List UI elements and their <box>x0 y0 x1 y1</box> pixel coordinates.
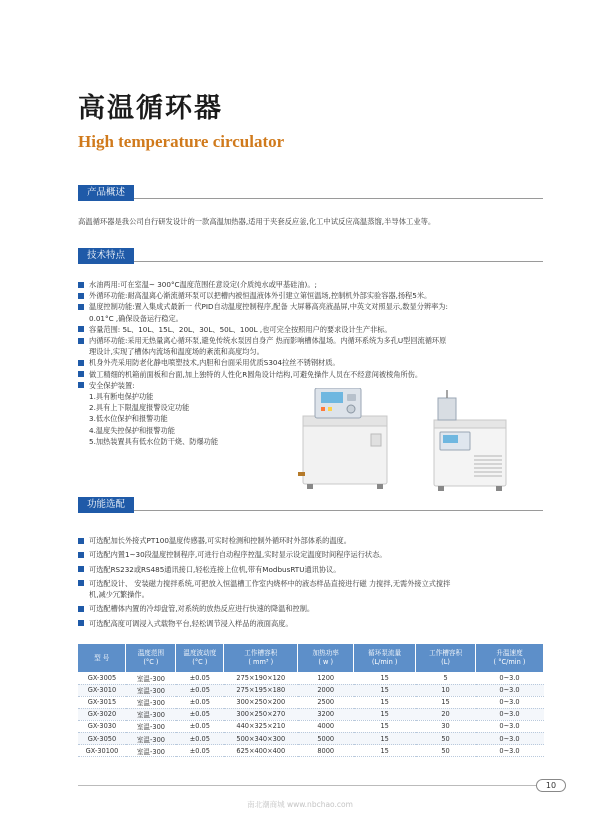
section-features-label: 技术特点 <box>78 248 134 264</box>
table-cell: 625×400×400 <box>224 745 298 757</box>
section-functions-label: 功能选配 <box>78 497 134 513</box>
table-cell: 0~3.0 <box>476 696 544 708</box>
table-cell: 50 <box>416 745 476 757</box>
function-text: 可选配设计、 安装磁力搅拌系统,可把放入恒温槽工作室内烧杯中的液态样品直接进行磁 力搅拌,无需外接立式搅拌 <box>89 578 451 588</box>
table-cell: 室温-300 <box>126 672 176 684</box>
table-cell: 室温-300 <box>126 696 176 708</box>
function-text: 可选配内置1~30段温度控制程序,可进行自动程序控温,实时显示设定温度时间程序运行状态。 <box>89 550 387 560</box>
feature-text: 容量范围: 5L、10L、15L、20L、30L、50L、100L ,也可完全按照用户的要求设计生产非标。 <box>89 324 392 334</box>
table-cell: 275×190×120 <box>224 672 298 684</box>
table-row <box>78 708 544 720</box>
table-row <box>78 684 544 696</box>
table-cell: 0~3.0 <box>476 684 544 696</box>
table-header-cell <box>126 644 176 672</box>
bullet-square-icon <box>78 293 84 299</box>
table-cell: ±0.05 <box>176 708 224 720</box>
function-list <box>78 535 568 629</box>
header-label: 温度波动度 <box>183 649 217 657</box>
section-features <box>78 248 543 264</box>
intro-text: 高温循环器是我公司自行研发设计的一款高温加热器,适用于夹套反应釜,化工中试反应高温蒸馏,半导体工业等。 <box>78 217 436 226</box>
table-row <box>78 732 544 744</box>
table-cell: 0~3.0 <box>476 708 544 720</box>
table-cell: 室温-300 <box>126 745 176 757</box>
feature-text: 内循环功能:采用无热量离心循环泵,避免传统水泵因自身产 热而影响槽体温场。内循环系统为多孔U型回流循环原 <box>89 336 447 346</box>
feature-item <box>78 279 568 290</box>
bullet-square-icon <box>78 382 84 388</box>
header-label: 温度范围 <box>137 649 165 657</box>
table-header-cell <box>416 644 476 672</box>
section-divider <box>134 261 543 262</box>
header-unit: (L) <box>441 658 450 666</box>
section-overview <box>78 185 543 201</box>
feature-item <box>78 369 568 380</box>
table-cell: ±0.05 <box>176 745 224 757</box>
spec-table <box>78 644 544 757</box>
feature-text: 安全保护装置: <box>89 380 135 390</box>
table-cell: 15 <box>354 696 416 708</box>
feature-text: 水油两用:可在室温~ 300°C温度范围任意设定(介质纯水或甲基硅油)。; <box>89 280 317 289</box>
feature-text: 做工精细的机箱前面板和台面,加上独特的人性化R圆角设计结构,可避免操作人员在不经意间被棱角所伤。 <box>89 369 423 379</box>
section-functions <box>78 497 543 513</box>
function-text: 可选配高度可调浸入式载物平台,轻松调节浸入样品的液面高度。 <box>89 618 293 628</box>
bullet-square-icon <box>78 371 84 377</box>
table-cell: 15 <box>354 684 416 696</box>
table-cell: 10 <box>416 684 476 696</box>
feature-item <box>78 324 568 335</box>
header-label: 循环泵流量 <box>368 649 402 657</box>
header-label: 型 号 <box>94 653 110 662</box>
protection-item: 3.低水位保护和报警功能 <box>89 414 168 424</box>
header-unit: (°C ) <box>192 658 208 666</box>
bullet-square-icon <box>78 282 84 288</box>
protection-item: 2.具有上下限温度报警设定功能 <box>89 403 190 413</box>
header-label: 工作槽容积 <box>244 649 278 657</box>
table-cell: 室温-300 <box>126 684 176 696</box>
table-cell: GX-3010 <box>78 684 126 696</box>
table-cell: 30 <box>416 720 476 732</box>
feature-item <box>78 357 568 368</box>
section-divider <box>134 510 543 511</box>
table-cell: GX-3020 <box>78 708 126 720</box>
function-item <box>78 603 568 614</box>
table-cell: 2000 <box>298 684 354 696</box>
header-unit: ( w ) <box>318 658 334 666</box>
feature-text-continued: 理设计,实现了槽体内流场和温度场的紊流和高度均匀。 <box>89 347 264 357</box>
page-title: 高温循环器 <box>78 93 223 124</box>
table-header-cell <box>476 644 544 672</box>
feature-text: 外循环功能:耐高温离心渐流循环泵可以把槽内被恒温液体外引建立第恒温场,控制机外部实验容器,扬程5米。 <box>89 291 432 301</box>
function-item <box>78 618 568 629</box>
table-cell: GX-3050 <box>78 732 126 744</box>
table-cell: ±0.05 <box>176 720 224 732</box>
feature-item <box>78 335 568 357</box>
table-row <box>78 720 544 732</box>
table-cell: 15 <box>416 696 476 708</box>
header-unit: ( mm³ ) <box>248 658 274 666</box>
header-unit: ( °C/min ) <box>493 658 526 666</box>
header-label: 加热功率 <box>312 649 339 657</box>
table-header-cell <box>224 644 298 672</box>
table-cell: 2500 <box>298 696 354 708</box>
table-cell: 300×250×200 <box>224 696 298 708</box>
table-cell: ±0.05 <box>176 684 224 696</box>
function-text: 可选配RS232或RS485通讯接口,轻松连接上位机,带有ModbusRTU通讯协议。 <box>89 564 341 574</box>
function-text: 可选配槽体内置的冷却盘管,对系统的放热反应进行快速的降温和控制。 <box>89 604 315 614</box>
feature-text: 机身外壳采用防老化静电喷塑技术,内胆和台面采用优质S304拉丝不锈钢材质。 <box>89 358 340 368</box>
header-label: 工作槽容积 <box>429 649 463 657</box>
page-rule <box>78 785 536 786</box>
feature-text: 温度控制功能:置入集成式最新一 代PID自动温度控制程序,配备 大屏幕高亮液晶屏,中英文对照显示,数显分辨率为: <box>89 302 448 312</box>
table-cell: 300×250×270 <box>224 708 298 720</box>
function-item <box>78 549 568 560</box>
table-cell: 1200 <box>298 672 354 684</box>
table-cell: GX-30100 <box>78 745 126 757</box>
bullet-square-icon <box>78 304 84 310</box>
circulator-machine-image <box>295 388 395 493</box>
bullet-square-icon <box>78 360 84 366</box>
table-cell: GX-3005 <box>78 672 126 684</box>
table-cell: 500×340×300 <box>224 732 298 744</box>
bullet-square-icon <box>78 338 84 344</box>
bullet-square-icon <box>78 620 84 626</box>
table-cell: 15 <box>354 672 416 684</box>
table-cell: 15 <box>354 745 416 757</box>
feature-item <box>78 301 568 323</box>
table-cell: 3200 <box>298 708 354 720</box>
function-item <box>78 535 568 546</box>
circulator-machine-image <box>428 390 513 495</box>
table-cell: 5 <box>416 672 476 684</box>
table-cell: 0~3.0 <box>476 720 544 732</box>
table-cell: GX-3015 <box>78 696 126 708</box>
table-header-cell <box>354 644 416 672</box>
page-subtitle-en: High temperature circulator <box>78 132 285 151</box>
table-cell: 15 <box>354 708 416 720</box>
table-header-cell <box>298 644 354 672</box>
header-unit: (°C ) <box>143 658 159 666</box>
feature-text-continued: 0.01°C ,确保设备运行稳定。 <box>89 313 183 323</box>
section-overview-label: 产品概述 <box>78 185 134 201</box>
page-number: 10 <box>536 779 566 792</box>
bullet-square-icon <box>78 606 84 612</box>
table-cell: 8000 <box>298 745 354 757</box>
table-cell: 0~3.0 <box>476 672 544 684</box>
bullet-square-icon <box>78 326 84 332</box>
table-cell: 0~3.0 <box>476 745 544 757</box>
table-row <box>78 745 544 757</box>
bullet-square-icon <box>78 538 84 544</box>
table-cell: 15 <box>354 732 416 744</box>
table-header-cell <box>78 644 126 672</box>
table-cell: 15 <box>354 720 416 732</box>
table-cell: 室温-300 <box>126 732 176 744</box>
table-cell: 275×195×180 <box>224 684 298 696</box>
table-header-cell <box>176 644 224 672</box>
header-label: 升温速度 <box>496 649 523 657</box>
function-text: 可选配加长外接式PT100温度传感器,可实时检测和控制外循环时外部体系的温度。 <box>89 536 351 545</box>
bullet-square-icon <box>78 566 84 572</box>
table-cell: 50 <box>416 732 476 744</box>
table-cell: ±0.05 <box>176 672 224 684</box>
function-text-continued: 机,减少冗繁操作。 <box>89 590 149 600</box>
table-cell: 室温-300 <box>126 708 176 720</box>
table-cell: ±0.05 <box>176 732 224 744</box>
table-cell: 室温-300 <box>126 720 176 732</box>
protection-item: 4.温度失控保护和报警功能 <box>89 425 175 435</box>
section-divider <box>134 198 543 199</box>
protection-item: 1.具有断电保护功能 <box>89 392 154 402</box>
function-item <box>78 578 568 601</box>
table-cell: 20 <box>416 708 476 720</box>
bullet-square-icon <box>78 552 84 558</box>
protection-item: 5.加热装置具有低水位防干烧、防爆功能 <box>89 436 219 446</box>
table-cell: 4000 <box>298 720 354 732</box>
table-row <box>78 672 544 684</box>
table-cell: ±0.05 <box>176 696 224 708</box>
header-unit: (L/min ) <box>371 658 398 666</box>
footer-watermark: 南北潮商城 www.nbchao.com <box>247 800 353 809</box>
table-row <box>78 696 544 708</box>
table-cell: 5000 <box>298 732 354 744</box>
bullet-square-icon <box>78 580 84 586</box>
table-cell: 440×325×210 <box>224 720 298 732</box>
table-cell: GX-3030 <box>78 720 126 732</box>
function-item <box>78 564 568 575</box>
table-cell: 0~3.0 <box>476 732 544 744</box>
feature-item <box>78 290 568 301</box>
